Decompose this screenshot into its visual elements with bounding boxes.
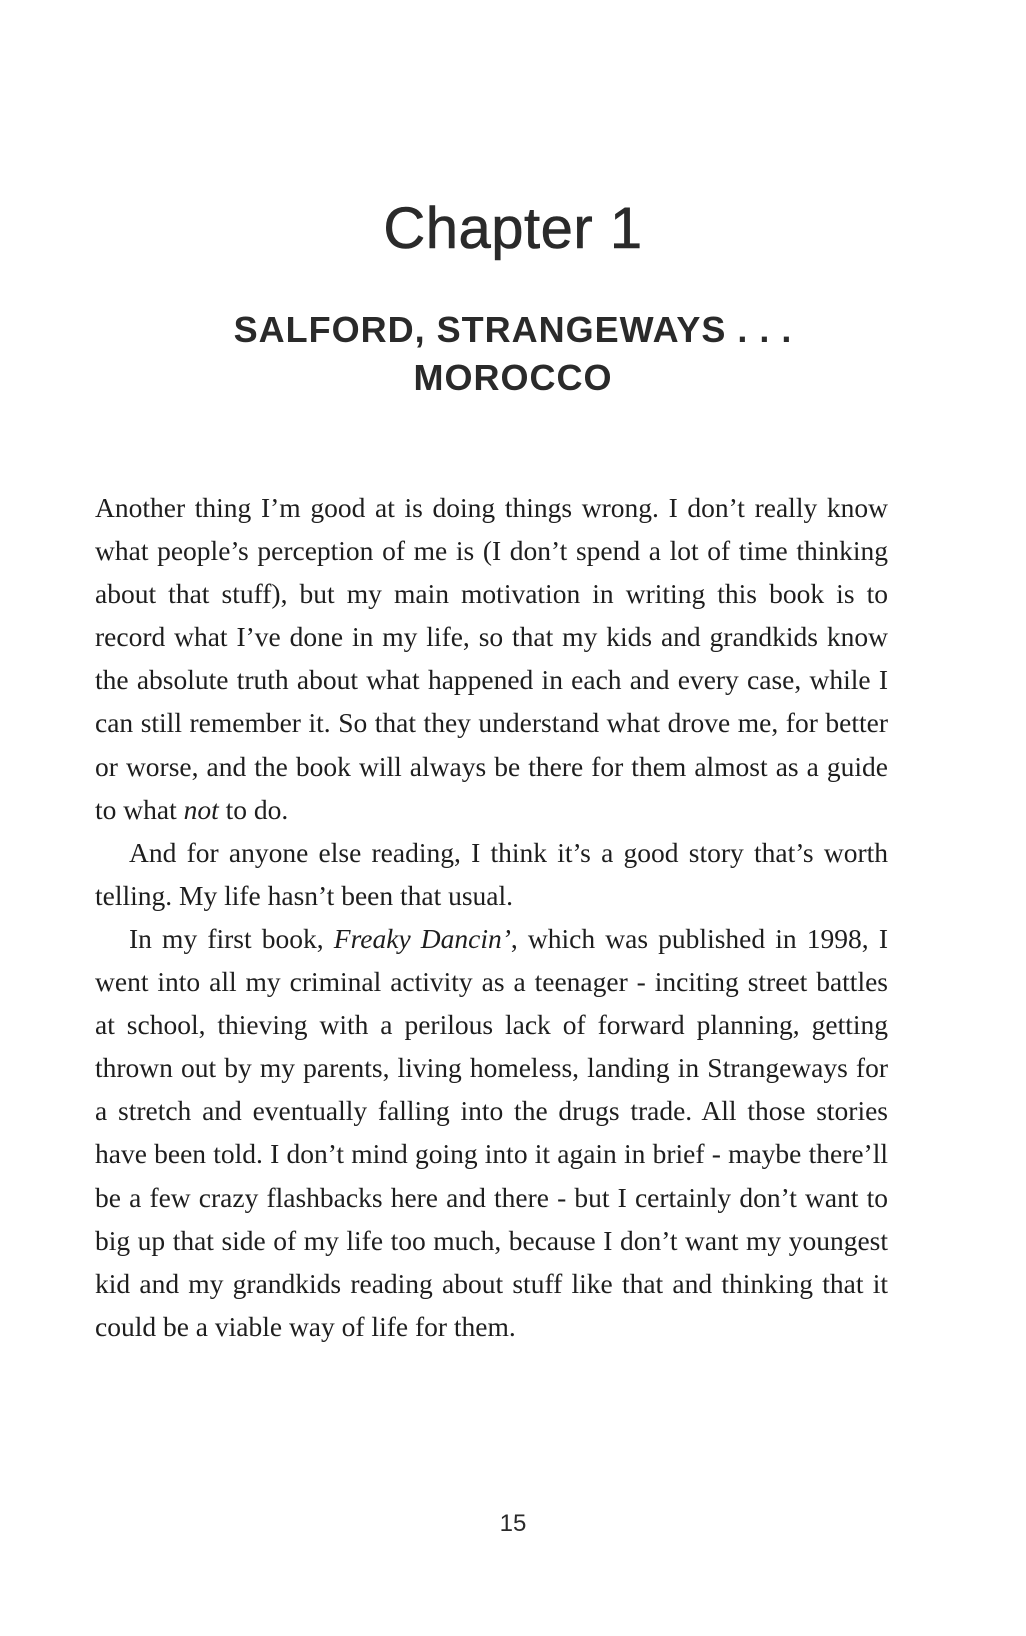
page-number: 15: [499, 1510, 527, 1537]
paragraph-1-text-a: Another thing I’m good at is doing things wrong. I don’t really know what people’s perception of me is (I don’t spend a lot of time thinking about that stuff), but my main motivation in writing this book is to record what I’ve done in my life, so that my kids and grandkids know the absolute truth about what happened in each and every case, while I can still remember it. So that they understand what drove me, for better or worse, and the book will always be there for them almost as a guide to what: [95, 492, 888, 825]
paragraph-2: And for anyone else reading, I think it’s a good story that’s worth telling. My life hasn’t been that usual.: [95, 836, 888, 911]
paragraph-3: [95, 917, 888, 1348]
paragraph-3-text-b: , which was published in 1998, I went into all my criminal activity as a teenager - inciting street battles at school, thieving with a perilous lack of forward planning, getting thrown out by my parents, living homeless, landing in Strangeways for a stretch and eventually falling into the drugs trade. All those stories have been told. I don’t mind going into it again in brief - maybe there’ll be a few crazy flashbacks here and there - but I certainly don’t want to big up that side of my life too much, because I don’t want my youngest kid and my grandkids reading about stuff like that and thinking that it could be a viable way of life for them.: [95, 922, 888, 1342]
paragraph-3-text-a: In my first book,: [129, 922, 334, 954]
paragraph-1-text-b: to do.: [218, 793, 289, 825]
chapter-title-line-2: MOROCCO: [413, 357, 613, 398]
chapter-number: Chapter 1: [383, 196, 643, 261]
chapter-title: [0, 306, 1026, 402]
paragraph-1: [95, 486, 888, 831]
paragraph-1-emphasis: not: [183, 793, 219, 825]
body-text: [95, 486, 888, 1348]
chapter-title-line-1: SALFORD, STRANGEWAYS . . .: [233, 309, 793, 350]
book-title-freaky-dancin: Freaky Dancin’: [333, 922, 511, 954]
